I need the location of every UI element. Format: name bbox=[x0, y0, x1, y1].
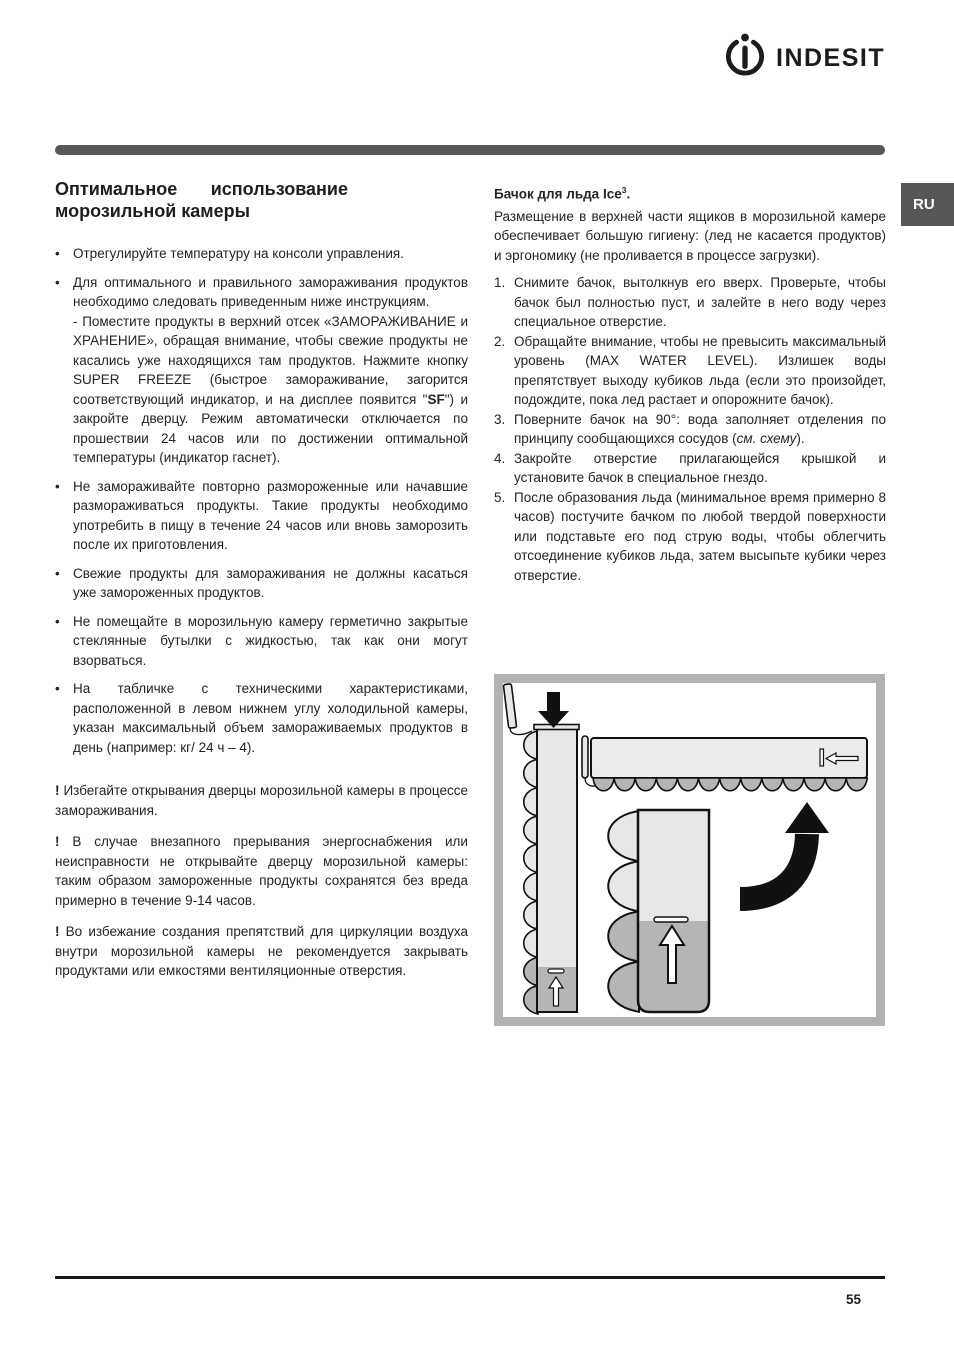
warning-text: Во избежание создания препятствий для циркуляции воздуха внутри морозильной камеры не рекомендуется закрывать продуктами или емкостями вентиляционные отверстия. bbox=[55, 924, 468, 978]
language-badge bbox=[901, 183, 954, 226]
max-water-level-marker bbox=[654, 917, 688, 922]
bullet-item bbox=[55, 679, 468, 757]
bullet-text-part: - Поместите продукты в верхний отсек «ЗАМОРАЖИВАНИЕ и ХРАНЕНИЕ», обращая внимание, чтобы свежие продукты не касались уже находящихся там продуктов. Нажмите кнопку SUPER FREEZE (быстрое замораживание, загорится соответствующий индикатор, и на дисплее появится " bbox=[73, 313, 468, 407]
right-column bbox=[494, 180, 886, 585]
ice-tray-diagram-image bbox=[494, 674, 885, 1026]
step-text: После образования льда (минимальное время примерно 8 часов) постучите бачком по любой твердой поверхности или подставьте его под струю воды, чтобы облегчить отсоединение кубиков льда, затем высыпьте кубики через отверстие. bbox=[514, 489, 886, 583]
step-item bbox=[494, 410, 886, 449]
bullet-text bbox=[73, 273, 468, 468]
warning-mark: ! bbox=[55, 783, 60, 798]
warning-text: Избегайте открывания дверцы морозильной камеры в процессе замораживания. bbox=[55, 783, 468, 818]
step-item bbox=[494, 449, 886, 488]
step-text bbox=[514, 410, 886, 449]
ice-intro-paragraph: Размещение в верхней части ящиков в морозильной камере обеспечивает большую гигиену: (лед не касается продуктов) и эргономику (не проливается в процессе загрузки). bbox=[494, 208, 886, 263]
ice-section-title bbox=[494, 180, 886, 205]
bullet-text: На табличке с техническими характеристиками, расположенной в левом нижнем углу холодильной камеры, указан максимальный объем замораживаемых продуктов в день (например: кг/ 24 ч – 4). bbox=[73, 681, 468, 755]
warning-item bbox=[55, 922, 468, 981]
left-column bbox=[55, 178, 468, 993]
step-number: 5. bbox=[494, 489, 506, 505]
step-number: 4. bbox=[494, 450, 506, 466]
indesit-logo bbox=[724, 33, 885, 79]
bullet-text: Отрегулируйте температуру на консоли управления. bbox=[73, 246, 404, 261]
fill-hole-marker bbox=[820, 749, 824, 766]
step-text-part: ). bbox=[796, 431, 805, 446]
bullet-text: Свежие продукты для замораживания не должны касаться уже замороженных продуктов. bbox=[73, 565, 468, 600]
warning-mark: ! bbox=[55, 834, 60, 849]
section-title-line2: морозильной камеры bbox=[55, 201, 250, 221]
ice-section-title-dot: . bbox=[626, 186, 631, 202]
bullet-marker: • bbox=[55, 565, 60, 581]
section-title bbox=[55, 178, 348, 222]
ice-section-title-sup: 3 bbox=[621, 185, 627, 195]
indesit-logo-icon bbox=[724, 33, 766, 79]
step-number: 1. bbox=[494, 275, 506, 290]
sf-indicator-label: SF bbox=[427, 391, 445, 407]
language-badge-label: RU bbox=[913, 196, 935, 213]
bullet-marker: • bbox=[55, 246, 60, 261]
warning-text: В случае внезапного прерывания энергоснабжения или неисправности не открывайте дверцу морозильной камеры: таким образом замороженные продукты сохранятся без вреда примерно в течение 9-14 часов. bbox=[55, 834, 468, 908]
warning-item bbox=[55, 781, 468, 820]
warnings-block bbox=[55, 781, 468, 981]
step-item bbox=[494, 273, 886, 332]
ice-tray-diagram bbox=[494, 674, 885, 1031]
tray-top-view bbox=[582, 736, 867, 791]
bullet-item bbox=[55, 477, 468, 555]
bullet-text-part: ") и закройте дверцу. Режим автоматически отключается по прошествии 24 часов или по достижении оптимальной температуры (индикатор гаснет). bbox=[73, 391, 468, 465]
page-number: 55 bbox=[846, 1292, 862, 1307]
ice-section-title-text: Бачок для льда Ice bbox=[494, 186, 622, 202]
see-diagram-note: см. схему bbox=[736, 431, 797, 446]
bullet-text-part: Для оптимального и правильного замораживания продуктов необходимо следовать приведенным ниже инструкциям. bbox=[73, 274, 468, 309]
bullet-marker: • bbox=[55, 478, 60, 494]
section-divider-bar bbox=[55, 145, 885, 155]
step-text: Обращайте внимание, чтобы не превысить максимальный уровень (MAX WATER LEVEL). Излишек воды препятствует выходу кубиков льда (если это произойдет, подождите, пока лед растает и опорожните бачок). bbox=[514, 333, 886, 407]
step-number: 2. bbox=[494, 333, 506, 349]
step-number: 3. bbox=[494, 411, 506, 427]
indesit-logo-text: INDESIT bbox=[776, 43, 886, 72]
max-water-level-marker bbox=[548, 969, 564, 973]
step-item bbox=[494, 332, 886, 410]
bullet-item bbox=[55, 612, 468, 671]
bullet-text: Не замораживайте повторно размороженные или начавшие размораживаться продукты. Такие продукты необходимо употребить в пищу в течение 24 часов или вновь заморозить после их приготовления. bbox=[73, 478, 468, 552]
step-text-part: Поверните бачок на 90°: вода заполняет отделения по принципу сообщающихся сосудов ( bbox=[514, 411, 886, 446]
step-item bbox=[494, 488, 886, 586]
bullet-text: Не помещайте в морозильную камеру герметично закрытые стеклянные бутылки с жидкостью, так как они могут взорваться. bbox=[73, 613, 468, 668]
bullet-marker: • bbox=[55, 274, 60, 290]
warning-mark: ! bbox=[55, 924, 60, 939]
warning-item bbox=[55, 832, 468, 910]
step-text: Снимите бачок, вытолкнув его вверх. Проверьте, чтобы бачок был полностью пуст, и залейте в него воду через специальное отверстие. bbox=[514, 275, 886, 329]
bullet-item bbox=[55, 564, 468, 603]
footer-divider bbox=[55, 1276, 885, 1279]
bullet-marker: • bbox=[55, 681, 60, 696]
bullet-item bbox=[55, 273, 468, 468]
bullet-marker: • bbox=[55, 613, 60, 629]
section-title-line1: Оптимальное использование bbox=[55, 179, 348, 199]
bullet-item bbox=[55, 244, 468, 264]
step-text: Закройте отверстие прилагающейся крышкой и установите бачок в специальное гнездо. bbox=[514, 450, 886, 485]
